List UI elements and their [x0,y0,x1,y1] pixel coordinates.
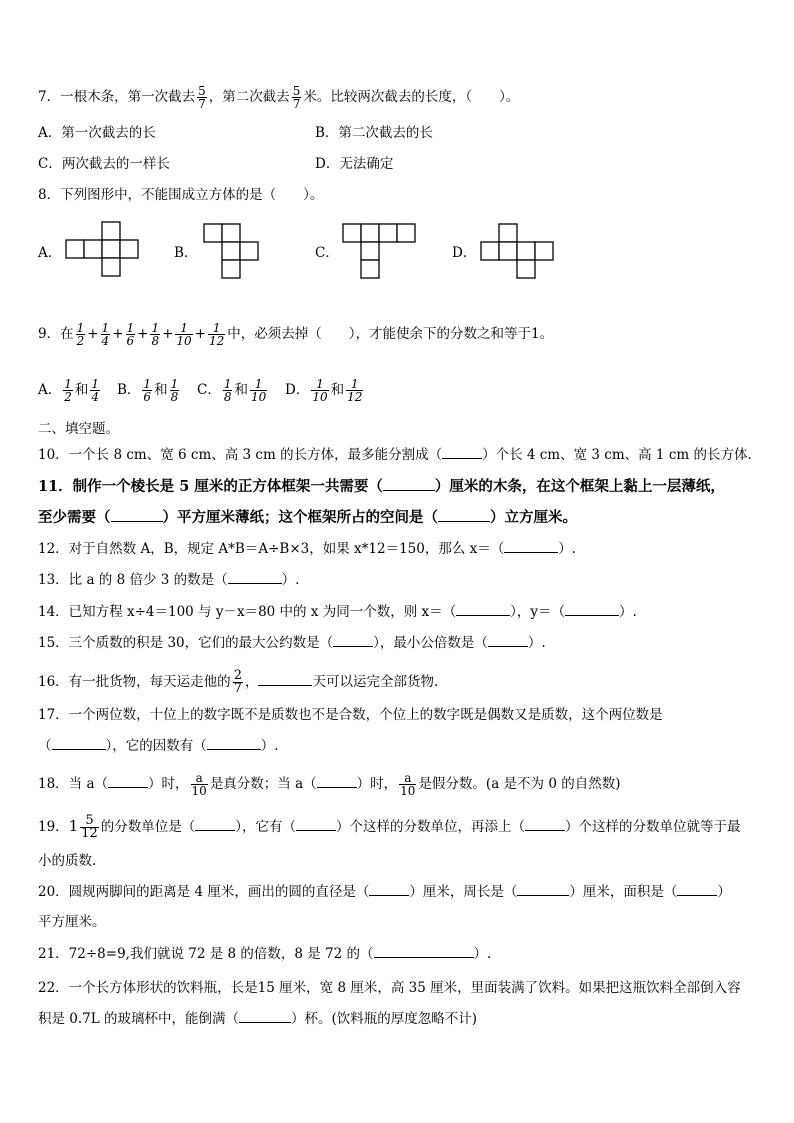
q9-text-post: 中，必须去掉（ ），才能使余下的分数之和等于1。 [227,326,554,342]
answer-blank[interactable] [504,540,558,553]
cube-net-a [66,222,150,278]
fraction: $\frac{a}{10}$ [191,771,207,798]
plus-sign: + [194,326,206,342]
q8-option-c-label: C． [315,245,339,261]
answer-blank[interactable] [525,818,565,831]
q7-text-post: 米。比较两次截去的长度，（ ）。 [303,89,520,105]
answer-blank[interactable] [565,603,619,616]
q9-option-d: D． $\frac{1}{10}$ 和 $\frac{1}{12}$ [285,377,363,404]
q9-text-pre: 9．在 [38,326,74,342]
fraction: $\frac{5}{7}$ [198,84,206,111]
answer-blank[interactable] [195,818,235,831]
q7-text-mid: ，第二次截去 [208,89,290,105]
fraction: $\frac{1}{4}$ [101,321,110,348]
answer-blank[interactable] [374,945,474,958]
question-20-line-1: 20．圆规两脚间的距离是 4 厘米，画出的圆的直径是（ ）厘米，周长是（ ）厘米，面积是（ ） [38,884,731,900]
q8-option-b-label: B． [174,245,198,261]
fraction: $\frac{1}{12}$ [209,321,225,348]
q8-option-a-label: A． [38,245,62,261]
q7-option-c: C．两次截去的一样长 [38,156,170,172]
answer-blank[interactable] [488,634,528,647]
question-12: 12．对于自然数 A，B，规定 A*B＝A÷B×3，如果 x*12＝150，那么 x＝（ ）. [38,541,577,557]
cube-net-c [343,224,423,284]
question-17-line-1: 17．一个两位数，十位上的数字既不是质数也不是合数，个位上的数字既是偶数又是质数，这个两位数是 [38,707,663,723]
fraction: $\frac{2}{7}$ [233,668,242,696]
question-17-line-2: （ ），它的因数有（ ）. [38,738,279,754]
answer-blank[interactable] [333,634,373,647]
q7-option-b: B．第二次截去的长 [315,125,433,141]
cube-net-b [204,224,268,280]
answer-blank[interactable] [239,1010,291,1023]
answer-blank[interactable] [438,509,490,522]
answer-blank[interactable] [207,737,261,750]
question-19-line-1: 19．1 $\frac{5}{12}$ 的分数单位是（ ），它有（ ）个这样的分数单位，再添上（ ）个这样的分数单位就等于最 [38,813,741,841]
answer-blank[interactable] [296,818,336,831]
fraction: $\frac{1}{10}$ [176,321,192,348]
q9-option-a: A． $\frac{1}{2}$ 和 $\frac{1}{4}$ [38,377,100,404]
answer-blank[interactable] [677,883,717,896]
question-15: 15．三个质数的积是 30，它们的最大公约数是（ ），最小公倍数是（ ）. [38,635,546,651]
q7-option-a: A．第一次截去的长 [38,125,156,141]
question-13: 13．比 a 的 8 倍少 3 的数是（ ）. [38,572,300,588]
question-22-line-1: 22．一个长方体形状的饮料瓶，长是15 厘米，宽 8 厘米，高 35 厘米，里面装满了饮料。如果把这瓶饮料全部倒入容 [38,980,741,996]
answer-blank[interactable] [456,603,510,616]
question-7 [38,85,519,110]
question-11-line-2: 至少需要（ ）平方厘米薄纸；这个框架所占的空间是（ ）立方厘米。 [38,509,577,526]
answer-blank[interactable] [369,883,409,896]
answer-blank[interactable] [517,883,569,896]
fraction: $\frac{1}{2}$ [76,321,85,348]
question-18: 18．当 a（ ）时， $\frac{a}{10}$ 是真分数；当 a（ ）时， $\frac{a}{10}$ 是假分数。(a 是不为 0 的自然数) [38,771,621,798]
question-21: 21．72÷8=9,我们就说 72 是 8 的倍数，8 是 72 的（ ）. [38,946,492,962]
q8-option-d-label: D． [452,245,477,261]
plus-sign: + [87,326,99,342]
fraction: $\frac{1}{8}$ [151,321,160,348]
answer-blank[interactable] [317,775,357,788]
plus-sign: + [112,326,124,342]
fraction: $\frac{1}{6}$ [126,321,135,348]
question-20-line-2: 平方厘米。 [38,914,106,930]
fraction: $\frac{5}{7}$ [292,84,301,111]
fraction: $\frac{5}{12}$ [81,813,98,841]
q7-text-pre: 7．一根木条，第一次截去 [38,89,196,105]
answer-blank[interactable] [108,775,148,788]
question-14: 14．已知方程 x÷4＝100 与 y－x＝80 中的 x 为同一个数，则 x＝（ ），y＝（ ）. [38,604,637,620]
q9-option-b: B． $\frac{1}{6}$ 和 $\frac{1}{8}$ [117,377,179,404]
answer-blank[interactable] [442,446,482,459]
answer-blank[interactable] [258,673,312,686]
question-9 [38,322,553,347]
question-22-line-2: 积是 0.7L 的玻璃杯中，能倒满（ ）杯。(饮料瓶的厚度忽略不计) [38,1011,478,1027]
fraction: $\frac{a}{10}$ [400,771,416,798]
question-11-line-1: 11．制作一个棱长是 5 厘米的正方体框架一共需要（ ）厘米的木条，在这个框架上黏上一层薄纸， [38,478,725,495]
question-10: 10．一个长 8 cm、宽 6 cm、高 3 cm 的长方体，最多能分割成（ ）个长 4 cm、宽 3 cm、高 1 cm 的长方体. [38,447,752,463]
cube-net-d [481,224,565,280]
question-19-line-2: 小的质数. [38,853,97,869]
question-16: 16．有一批货物，每天运走他的 $\frac{2}{7}$ ， 天可以运完全部货物. [38,668,439,696]
answer-blank[interactable] [52,737,106,750]
plus-sign: + [162,326,174,342]
q7-option-d: D．无法确定 [315,156,394,172]
answer-blank[interactable] [228,571,282,584]
answer-blank[interactable] [111,509,163,522]
answer-blank[interactable] [383,478,435,491]
section-heading: 二、填空题。 [38,421,119,437]
plus-sign: + [137,326,149,342]
q9-option-c: C． $\frac{1}{8}$ 和 $\frac{1}{10}$ [197,377,267,404]
question-8: 8．下列图形中，不能围成立方体的是（ ）。 [38,187,324,203]
